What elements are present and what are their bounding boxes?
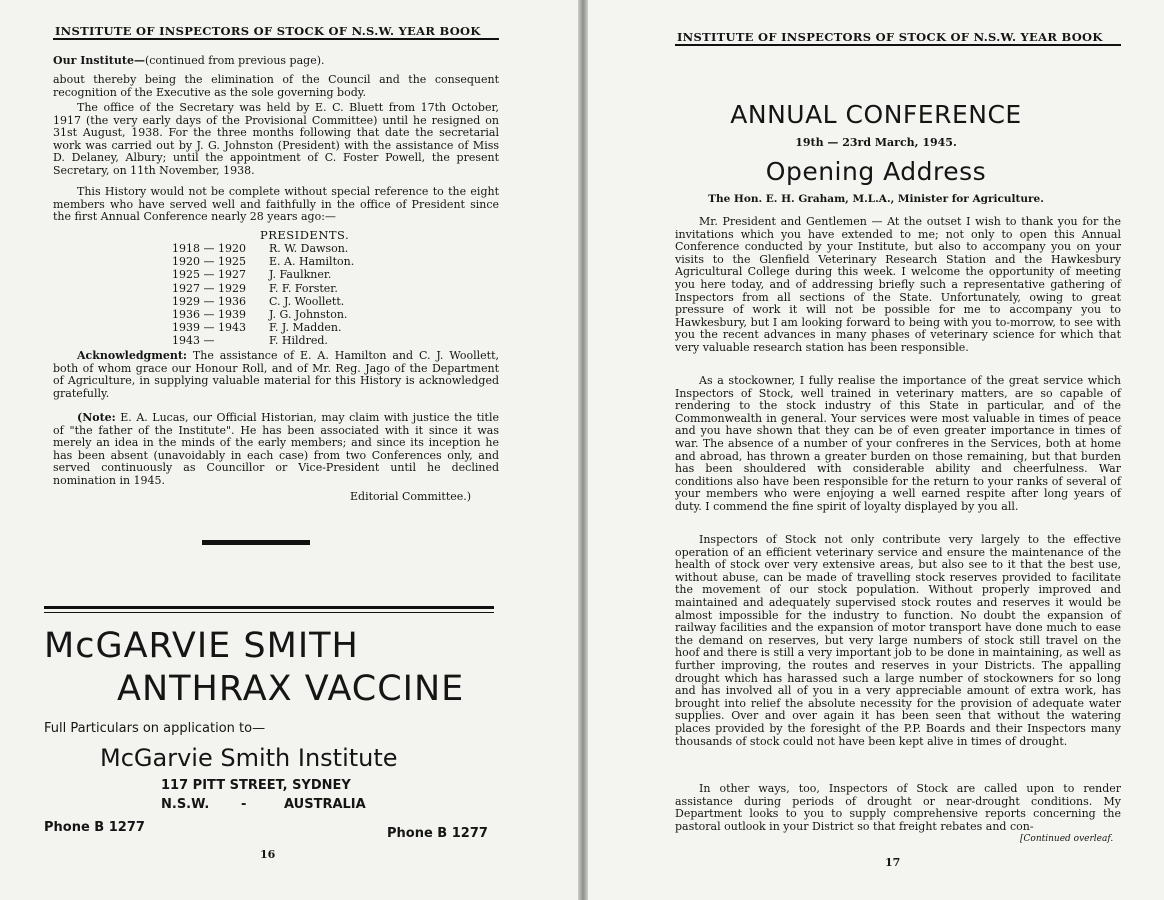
- history-paragraph: about thereby being the elimination of the Council and the consequent recognition of the Executive as the sole governing body.: [53, 73, 499, 99]
- running-header: INSTITUTE OF INSPECTORS OF STOCK OF N.S.W. YEAR BOOK: [55, 24, 481, 38]
- president-row: 1939 — 1943 F. J. Madden.: [172, 321, 342, 335]
- presidents-heading: PRESIDENTS.: [260, 228, 350, 242]
- ad-phone-left: Phone B 1277: [44, 820, 145, 835]
- ad-border-top-thick: [44, 606, 494, 609]
- drought-paragraph: In other ways, too, Inspectors of Stock are called upon to render assistance during periods of drought or near-drought conditions. My Department looks to you to supply comprehensive reports concerning the pastoral outlook in your District so that freight rebates and con-: [675, 782, 1121, 833]
- right-page: [588, 0, 1164, 900]
- editorial-signoff: Editorial Committee.): [350, 490, 472, 503]
- ad-title-line1: McGARVIE SMITH: [44, 626, 359, 666]
- ad-country: AUSTRALIA: [284, 797, 366, 812]
- left-page: [0, 0, 578, 900]
- ad-border-top-thin: [44, 612, 494, 613]
- president-row: 1927 — 1929 F. F. Forster.: [172, 281, 338, 295]
- president-row: 1925 — 1927 J. Faulkner.: [172, 268, 332, 282]
- conference-title: ANNUAL CONFERENCE: [730, 100, 1022, 129]
- president-row: 1943 — F. Hildred.: [172, 334, 328, 348]
- ad-title-line2: ANTHRAX VACCINE: [117, 669, 465, 709]
- address-subtitle: Opening Address: [765, 157, 987, 186]
- stockowner-paragraph: As a stockowner, I fully realise the importance of the great service which Inspectors of Stock, well trained in veterinary matters, are so capable of rendering to the stock industry of this State in particular, and of the Commonwealth in general. Your services were most valuable in times of peace and you have shown that they can be of even greater importance in times of war. The absence of a number of your confreres in the Services, both at home and abroad, has thrown a greater burden on those remaining, but that burden has been shouldered with considerable ability and cheerfulness. War conditions also have been responsible for the return to your ranks of several of your members who were enjoying a well earned respite after long years of duty. I commend the fine spirit of loyalty displayed by you all.: [675, 374, 1121, 513]
- secretary-paragraph: The office of the Secretary was held by E. C. Bluett from 17th October, 1917 (the very early days of the Provisional Committee) until he resigned on 31st August, 1938. For the three months following that date the secretarial work was carried out by J. G. Johnston (President) with the assistance of Miss D. Delaney, Albury; until the appointment of C. Foster Powell, the present Secretary, on 11th November, 1938.: [53, 101, 499, 177]
- intro-paragraph: Our Institute—(continued from previous page).: [53, 54, 325, 67]
- presidents-list: [172, 242, 354, 348]
- section-divider-bar: [202, 540, 310, 545]
- speaker-line: The Hon. E. H. Graham, M.L.A., Minister for Agriculture.: [708, 193, 1044, 205]
- president-row: 1920 — 1925 E. A. Hamilton.: [172, 255, 355, 269]
- opening-paragraph: Mr. President and Gentlemen — At the outset I wish to thank you for the invitations which you have extended to me; not only to open this Annual Conference conducted by your Institute, but also to accompany you on your visits to the Glenfield Veterinary Research Station and the Hawkesbury Agricultural College during this week. I welcome the opportunity of meeting you here today, and of addressing briefly such a representative gathering of Inspectors from all sections of the State. Unfortunately, owing to great pressure of work it will not be possible for me to accompany you to Hawkesbury, but I am looking forward to being with you to-morrow, to see with you the recent advances in many phases of veterinary science for which that very valuable research station has been responsible.: [675, 215, 1121, 354]
- continued-overleaf: [Continued overleaf.: [1020, 834, 1114, 844]
- ad-institute-name: McGarvie Smith Institute: [100, 744, 398, 772]
- ad-dash: -: [241, 797, 247, 812]
- presidents-intro-paragraph: This History would not be complete without special reference to the eight members who have served well and faithfully in the office of President since the first Annual Conference nearly 28 years ago:—: [53, 185, 499, 224]
- acknowledgment-paragraph: Acknowledgment: The assistance of E. A. Hamilton and C. J. Woollett, both of whom grace our Honour Roll, and of Mr. Reg. Jago of the Department of Agriculture, in supplying valuable material for this History is acknowledged gratefully.: [53, 349, 500, 400]
- conference-dates: 19th — 23rd March, 1945.: [795, 136, 957, 149]
- header-rule: [675, 44, 1121, 46]
- header-rule: [53, 38, 499, 40]
- ad-street: 117 PITT STREET, SYDNEY: [161, 778, 351, 793]
- ad-particulars: Full Particulars on application to—: [44, 721, 266, 736]
- ad-phone-right: Phone B 1277: [387, 826, 488, 841]
- book-gutter: [578, 0, 588, 900]
- inspectors-paragraph: Inspectors of Stock not only contribute very largely to the effective operation of an efficient veterinary service and ensure the maintenance of the health of stock over very extensive areas, but also see to it that the best use, without abuse, can be made of travelling stock reserves provided to facilitate the movement of our stock population. Without properly improved and maintained and adequately supervised stock routes and reserves it would be almost impossible for the industry to function. No doubt the expansion of railway facilities and the expansion of motor transport have done much to ease the demand on reserves, but very large numbers of stock still travel on the hoof and there is still a very important job to be done in maintaining, as well as further improving, the routes and reserves in your Districts. The appalling drought which has harassed such a large number of stockowners for so long and has involved all of you in a very appreciable amount of extra work, has brought into relief the absolute necessity for the provision of adequate water supplies. Over and over again it has been seen that without the watering places provided by the foresight of the P.P. Boards and their Inspectors many thousands of stock could not have been kept alive in times of drought.: [675, 533, 1121, 748]
- president-row: 1929 — 1936 C. J. Woollett.: [172, 294, 345, 308]
- page-number-right: 17: [885, 856, 901, 869]
- running-header: INSTITUTE OF INSPECTORS OF STOCK OF N.S.W. YEAR BOOK: [677, 30, 1103, 44]
- note-paragraph: (Note: E. A. Lucas, our Official Historian, may claim with justice the title of "the father of the Institute". He has been associated with it since it was merely an idea in the minds of the early members; and since its inception he has been absent (unavoidably in each case) from two Conferences only, and served continuously as Councillor or Vice-President until he declined nomination in 1945.: [53, 411, 499, 487]
- president-row: 1936 — 1939 J. G. Johnston.: [172, 308, 348, 322]
- ad-state: N.S.W.: [161, 797, 210, 812]
- president-row: 1918 — 1920 R. W. Dawson.: [172, 242, 349, 255]
- page-number-left: 16: [260, 848, 276, 861]
